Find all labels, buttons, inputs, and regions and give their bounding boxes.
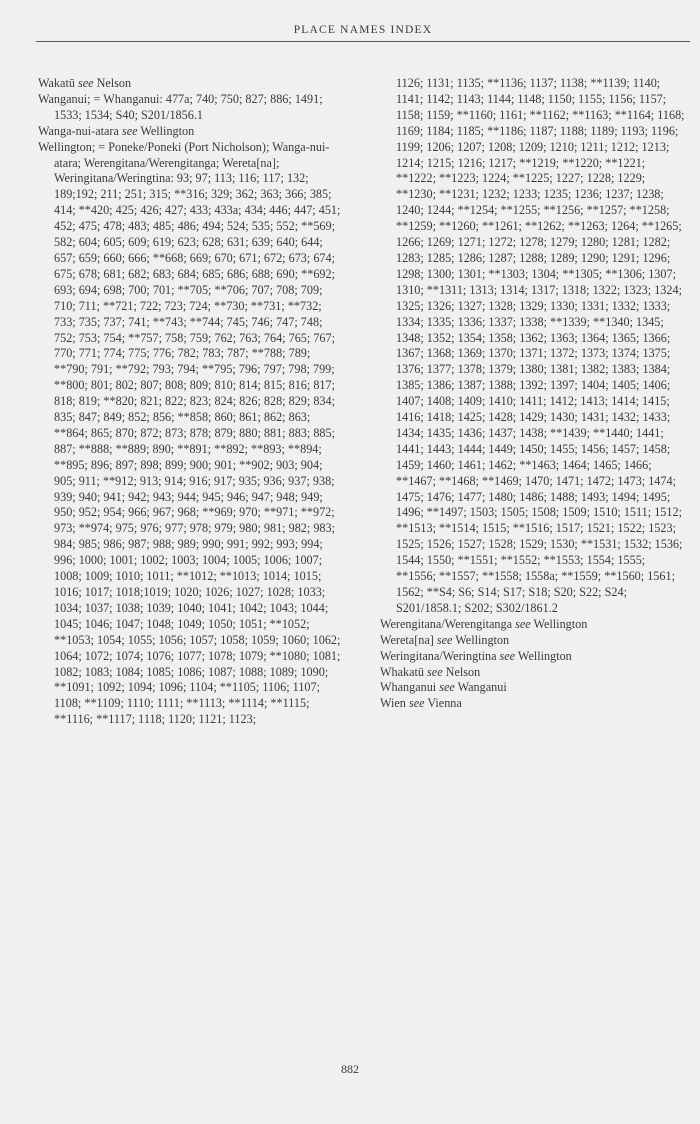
index-entry: Wanga-nui-atara see Wellington — [38, 123, 195, 138]
index-entry: Werengitana/Werengitanga see Wellington — [380, 616, 588, 631]
index-entry: Wakatū see Nelson — [38, 76, 132, 90]
index-column-left — [38, 76, 346, 728]
index-entry: Whakatū see Nelson — [380, 664, 481, 679]
index-column-right — [380, 76, 685, 712]
index-entry: Weringitana/Weringtina see Wellington — [380, 648, 572, 663]
index-entry-continuation: 1126; 1131; 1135; **1136; 1137; 1138; **1139; 1140; 1141; 1142; 1143; 1144; 1148; 1150; 1155; 1156; 1157; 1158; 1159; **1160; 1161; **1162; **1163; **1164; 1168; 1169; 1184; 1185; **1186; 1187; 1188; 1189; 1193; 1196; 1199; 1206; 1207; 1208; 1209; 1210; 1211; 1212; 1213; 1214; 1215; 1216; 1217; **1219; **1220; **1221; **1222; **1223; 1224; **1225; 1227; 1228; 1229; **1230; **1231; 1232; 1233; 1235; 1236; 1237; 1238; 1240; 1244; **1254; **1255; **1256; **1257; **1258; **1259; **1260; **1261; **1262; **1263; 1264; **1265; 1266; 1269; 1271; 1272; 1278; 1279; 1280; 1281; 1282; 1283; 1285; 1286; 1287; 1288; 1289; 1290; 1291; 1296; 1298; 1300; 1301; **1303; 1304; **1305; **1306; 1307; 1310; **1311; 1313; 1314; 1317; 1318; 1322; 1323; 1324; 1325; 1326; 1327; 1328; 1329; 1330; 1331; 1332; 1333; 1334; 1335; 1336; 1337; 1338; **1339; **1340; 1345; 1348; 1352; 1354; 1358; 1362; 1363; 1364; 1365; 1366; 1367; 1368; 1369; 1370; 1371; 1372; 1373; 1374; 1375; 1376; 1377; 1378; 1379; 1380; 1381; 1382; 1383; 1384; 1385; 1386; 1387; 1388; 1392; 1397; 1404; 1405; 1406; 1407; 1408; 1409; 1410; 1411; 1412; 1413; 1414; 1415; 1416; 1418; 1425; 1428; 1429; 1430; 1431; 1432; 1433; 1434; 1435; 1436; 1437; 1438; **1439; **1440; 1441; 1441; 1443; 1444; 1449; 1450; 1455; 1456; 1457; 1458; 1459; 1460; 1461; 1462; **1463; 1464; 1465; 1466; **1467; **1468; **1469; 1470; 1471; 1472; 1473; 1474; 1475; 1476; 1477; 1480; 1486; 1488; 1493; 1494; 1495; 1496; **1497; 1503; 1505; 1508; 1509; 1510; 1511; 1512; **1513; **1514; 1515; **1516; 1517; 1521; 1522; 1523; 1525; 1526; 1527; 1528; 1529; 1530; **1531; 1532; 1536; 1544; 1550; **1551; **1552; **1553; 1554; 1555; **1556; **1557; **1558; 1558a; **1559; **1560; 1561; 1562; **S4; S6; S14; S17; S18; S20; S22; S24; S201/1858.1; S202; S302/1861.2 — [396, 76, 685, 615]
index-entry: Wanganui; = Whanganui: 477a; 740; 750; 827; 886; 1491; 1533; 1534; S40; S201/1856.1 — [38, 91, 323, 122]
index-entry: Whanganui see Wanganui — [380, 680, 507, 695]
index-entry: Wien see Vienna — [380, 696, 462, 711]
page-number: 882 — [341, 1062, 359, 1076]
index-entry: Wereta[na] see Wellington — [380, 632, 510, 647]
index-entry: Wellington; = Poneke/Poneki (Port Nicholson); Wanga-nui-atara; Werengitana/Werengitanga; Wereta[na]; Weringitana/Weringtina: 93; 97; 113; 116; 117; 132; 189;192; 211; 251; 315; **316; 329; 362; 363; 366; 385; 414; **420; 425; 426; 427; 433; 433a; 434; 446; 447; 451; 452; 475; 478; 483; 485; 486; 494; 524; 535; 552; **569; 582; 604; 605; 609; 619; 623; 628; 631; 639; 640; 644; 657; 659; 660; 666; **668; 669; 670; 671; 672; 673; 674; 675; 678; 681; 682; 683; 684; 685; 686; 688; 690; **692; 693; 694; 698; 700; 701; **705; **706; 707; 708; 709; 710; 711; **721; 722; 723; 724; **730; **731; **732; 733; 735; 737; 741; **743; **744; 745; 746; 747; 748; 752; 753; 754; **757; 758; 759; 762; 763; 764; 765; 767; 770; 771; 774; 775; 776; 782; 783; 787; **788; 789; **790; 791; **792; 793; 794; **795; 796; 797; 798; 799; **800; 801; 802; 807; 808; 809; 810; 814; 815; 816; 817; 818; 819; **820; 821; 822; 823; 824; 826; 828; 829; 834; 835; 847; 849; 852; 856; **858; 860; 861; 862; 863; **864; 865; 870; 872; 873; 878; 879; 880; 881; 883; 885; 887; **888; **889; 890; **891; **892; **893; **894; **895; 896; 897; 898; 899; 900; 901; **902; 903; 904; 905; 911; **912; 913; 914; 916; 917; 935; 936; 937; 938; 939; 940; 941; 942; 943; 944; 945; 946; 947; 948; 949; 950; 952; 954; 966; 967; 968; **969; 970; **971; **972; 973; **974; 975; 976; 977; 978; 979; 980; 981; 982; 983; 984; 985; 986; 987; 988; 989; 990; 991; 992; 993; 994; 996; 1000; 1001; 1002; 1003; 1004; 1005; 1006; 1007; 1008; 1009; 1010; 1011; **1012; **1013; 1014; 1015; 1016; 1017; 1018;1019; 1020; 1026; 1027; 1028; 1033; 1034; 1037; 1038; 1039; 1040; 1041; 1042; 1043; 1044; 1045; 1046; 1047; 1048; 1049; 1050; 1051; **1052; **1053; 1054; 1055; 1056; 1057; 1058; 1059; 1060; 1062; 1064; 1072; 1074; 1076; 1077; 1078; 1079; **1080; 1081; 1082; 1083; 1084; 1085; 1086; 1087; 1088; 1089; 1090; **1091; 1092; 1094; 1096; 1104; **1105; 1106; 1107; 1108; **1109; 1110; 1111; **1113; **1114; **1115; **1116; **1117; 1118; 1120; 1121; 1123; — [38, 139, 341, 727]
page-title: PLACE NAMES INDEX — [293, 24, 433, 36]
running-header — [36, 24, 690, 42]
